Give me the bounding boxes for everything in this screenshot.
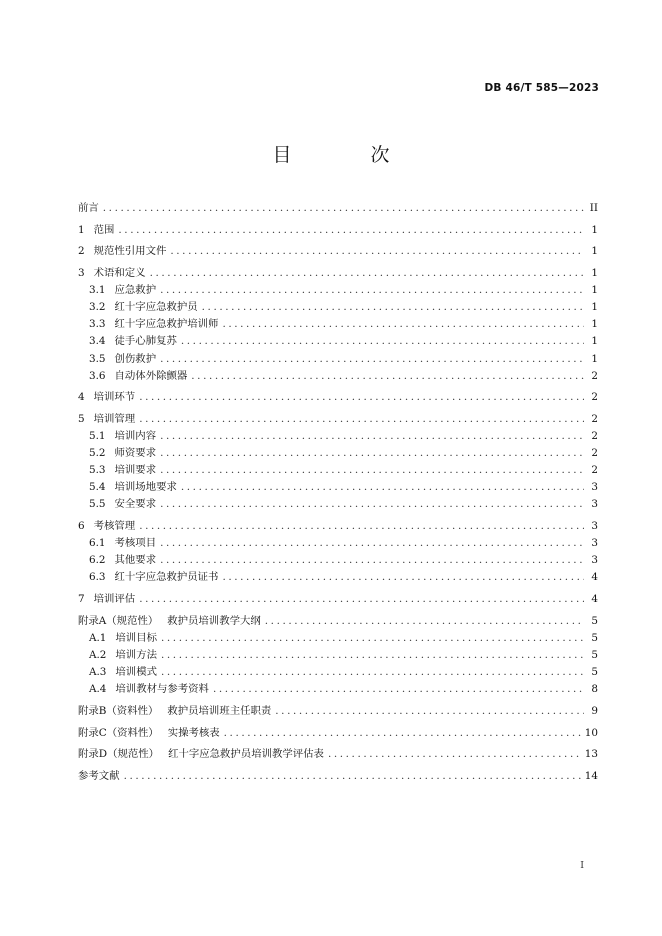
- toc-entry-number: A.4: [89, 683, 107, 696]
- toc-entry-number: 5.5: [89, 498, 106, 511]
- page-title: 目 次: [272, 144, 420, 166]
- toc-entry-label: 师资要求: [114, 447, 157, 460]
- toc-leader-dots: [265, 615, 584, 627]
- toc-entry[interactable]: [78, 663, 598, 680]
- toc-entry[interactable]: [78, 410, 598, 427]
- toc-entry-title: [78, 612, 261, 627]
- toc-leader-dots: [202, 301, 584, 313]
- toc-entry[interactable]: [78, 264, 598, 281]
- toc-entry-number: 3: [78, 267, 85, 280]
- toc-entry-label: 培训方法: [115, 649, 157, 661]
- toc-entry-page: 10: [584, 726, 598, 739]
- toc-entry-title: [78, 767, 120, 782]
- toc-leader-dots: [181, 481, 584, 493]
- toc-entry-title: [89, 350, 156, 365]
- toc-entry-page: 5: [591, 666, 598, 679]
- toc-leader-dots: [139, 593, 584, 605]
- toc-entry-label: 培训教材与参考资料: [115, 683, 209, 696]
- toc-entry-number: 6.3: [89, 571, 106, 584]
- toc-leader-dots: [150, 267, 584, 279]
- toc-entry-page: 3: [591, 537, 598, 550]
- toc-entry-title: [78, 702, 271, 717]
- toc-entry-page: 4: [591, 571, 598, 584]
- toc-entry[interactable]: [78, 517, 598, 534]
- toc-entry-page: 2: [591, 369, 598, 382]
- toc-entry-number: 6: [78, 520, 85, 533]
- toc-entry-label: 培训管理: [93, 413, 136, 425]
- toc-entry-page: 3: [591, 481, 598, 494]
- toc-entry[interactable]: [78, 332, 598, 349]
- page-number: I: [580, 860, 584, 871]
- toc-entry[interactable]: [78, 242, 598, 259]
- toc-entry-label: 红十字应急救护员: [114, 301, 198, 314]
- toc-entry-title: [89, 298, 198, 313]
- toc-entry-title: [78, 745, 324, 760]
- toc-entry-page: 1: [591, 245, 598, 258]
- toc-entry-number: 5.3: [89, 464, 106, 477]
- toc-entry-number: 附录A（规范性）: [78, 614, 159, 627]
- toc-entry-label: 培训内容: [114, 430, 157, 443]
- toc-entry-title: [89, 534, 156, 549]
- toc-leader-dots: [224, 727, 581, 739]
- toc-entry-label: 考核项目: [114, 537, 157, 550]
- toc-entry-page: 3: [591, 498, 598, 511]
- toc-entry-title: [89, 663, 157, 678]
- toc-entry-page: 1: [591, 223, 598, 236]
- toc-entry-page: 1: [591, 301, 598, 314]
- toc-leader-dots: [160, 537, 584, 549]
- toc-entry-label: 红十字应急救护培训师: [114, 318, 219, 331]
- toc-entry-title: [78, 221, 114, 236]
- toc-entry-title: [89, 367, 187, 382]
- toc-entry-number: 附录B（资料性）: [78, 704, 159, 717]
- toc-entry[interactable]: [78, 702, 598, 719]
- toc-entry[interactable]: [78, 534, 598, 551]
- toc-entry-label: 培训场地要求: [114, 481, 177, 494]
- toc-entry-number: 3.3: [89, 318, 106, 331]
- toc-entry-title: [78, 242, 166, 257]
- toc-entry-page: 3: [591, 554, 598, 567]
- toc-entry-page: 2: [591, 447, 598, 460]
- toc-entry[interactable]: [78, 568, 598, 585]
- toc-entry-label: 红十字应急救护员培训教学评估表: [168, 748, 324, 761]
- toc-entry-title: [89, 427, 156, 442]
- toc-entry[interactable]: [78, 612, 598, 629]
- toc-entry-page: 5: [591, 631, 598, 644]
- toc-entry[interactable]: [78, 199, 598, 216]
- toc-entry-number: A.3: [89, 666, 107, 679]
- toc-leader-dots: [222, 571, 584, 583]
- toc-entry-title: [78, 724, 220, 739]
- toc-entry[interactable]: [78, 461, 598, 478]
- toc-entry-page: 13: [584, 748, 598, 761]
- toc-entry-label: 红十字应急救护员证书: [114, 571, 219, 584]
- toc-entry[interactable]: [78, 629, 598, 646]
- toc-entry-number: 5.4: [89, 481, 106, 494]
- toc-entry-label: 培训目标: [115, 631, 157, 644]
- toc-entry-title: [89, 629, 157, 644]
- toc-entry[interactable]: [78, 315, 598, 332]
- toc-entry-number: 附录C（资料性）: [78, 726, 159, 739]
- toc-entry-title: [89, 332, 177, 347]
- toc-entry-page: 2: [591, 464, 598, 477]
- toc-leader-dots: [191, 370, 584, 382]
- toc-entry-number: 4: [78, 391, 85, 404]
- toc-entry-number: 3.1: [89, 284, 106, 297]
- toc-entry[interactable]: [78, 551, 598, 568]
- toc-leader-dots: [160, 284, 584, 296]
- toc-entry-page: 1: [591, 318, 598, 331]
- toc-entry-number: 7: [78, 593, 85, 606]
- toc-entry-title: [89, 680, 209, 695]
- toc-entry[interactable]: [78, 646, 598, 663]
- toc-entry-label: 参考文献: [78, 769, 120, 782]
- toc-entry-label: 培训评估: [93, 593, 136, 606]
- toc-entry-number: A.1: [89, 631, 107, 644]
- toc-leader-dots: [124, 770, 581, 782]
- toc-leader-dots: [160, 430, 584, 442]
- toc-entry[interactable]: [78, 724, 598, 741]
- toc-entry-page: 5: [591, 614, 598, 627]
- toc-entry-title: [89, 315, 218, 330]
- toc-entry-page: 8: [591, 683, 598, 696]
- toc-entry-label: 其他要求: [114, 554, 157, 567]
- toc-entry[interactable]: [78, 495, 598, 512]
- toc-entry-page: 1: [591, 284, 598, 297]
- toc-entry[interactable]: [78, 281, 598, 298]
- toc-entry-label: 规范性引用文件: [93, 245, 167, 258]
- toc-entry-title: [78, 388, 135, 403]
- toc-leader-dots: [139, 391, 584, 403]
- toc-entry[interactable]: [78, 388, 598, 405]
- toc-entry-number: 5.1: [89, 430, 106, 443]
- toc-leader-dots: [275, 705, 584, 717]
- toc-leader-dots: [170, 245, 584, 257]
- toc-leader-dots: [161, 632, 584, 644]
- toc-leader-dots: [160, 353, 584, 365]
- toc-leader-dots: [118, 224, 584, 236]
- toc-entry-number: A.2: [89, 649, 107, 661]
- toc-entry-number: 3.6: [89, 369, 106, 382]
- toc-entry[interactable]: [78, 680, 598, 697]
- toc-entry-label: 范围: [93, 223, 115, 236]
- toc-entry-page: 5: [591, 649, 598, 661]
- toc-entry[interactable]: [78, 221, 598, 238]
- toc-entry-page: II: [589, 202, 598, 214]
- toc-entry-title: [78, 199, 99, 214]
- toc-entry-number: 3.2: [89, 301, 106, 314]
- toc-entry-label: 创伤救护: [114, 352, 157, 365]
- toc-entry-label: 术语和定义: [93, 267, 146, 280]
- toc-leader-dots: [213, 683, 584, 695]
- toc-leader-dots: [222, 318, 584, 330]
- toc-entry[interactable]: [78, 427, 598, 444]
- toc-entry-page: 2: [591, 413, 598, 425]
- toc-entry-title: [89, 461, 156, 476]
- toc-leader-dots: [181, 335, 584, 347]
- toc-entry-label: 救护员培训教学大纲: [167, 614, 261, 627]
- toc-entry-title: [89, 478, 177, 493]
- toc-entry[interactable]: [78, 367, 598, 384]
- toc-entry-label: 徒手心肺复苏: [114, 335, 177, 348]
- toc-entry-label: 应急救护: [114, 284, 157, 297]
- toc-entry-title: [89, 281, 156, 296]
- toc-leader-dots: [160, 447, 584, 459]
- toc-entry-number: 6.2: [89, 554, 106, 567]
- toc-entry-number: 3.4: [89, 335, 106, 348]
- toc-entry-number: 1: [78, 223, 85, 236]
- toc-entry[interactable]: [78, 444, 598, 461]
- toc-leader-dots: [161, 666, 584, 678]
- toc-entry-page: 14: [584, 769, 598, 782]
- toc-entry-number: 5: [78, 413, 85, 425]
- toc-entry-label: 培训要求: [114, 464, 157, 477]
- toc-entry-page: 1: [591, 335, 598, 348]
- toc-entry-label: 自动体外除颤器: [114, 369, 188, 382]
- toc-entry-number: 6.1: [89, 537, 106, 550]
- toc-entry[interactable]: [78, 478, 598, 495]
- toc-entry-title: [89, 444, 156, 459]
- toc-leader-dots: [139, 520, 584, 532]
- toc-entry-page: 4: [591, 593, 598, 606]
- toc-entry-page: 1: [591, 267, 598, 280]
- toc-entry-label: 前言: [78, 202, 99, 214]
- toc-entry-label: 实操考核表: [167, 726, 220, 739]
- toc-entry[interactable]: [78, 350, 598, 367]
- toc-entry-number: 3.5: [89, 352, 106, 365]
- standard-code: DB 46/T 585—2023: [484, 82, 599, 94]
- toc-entry-page: 9: [591, 704, 598, 717]
- toc-entry-title: [78, 410, 135, 425]
- toc-entry-title: [78, 264, 146, 279]
- toc-entry[interactable]: [78, 298, 598, 315]
- toc-leader-dots: [103, 202, 584, 214]
- toc-entry-number: 2: [78, 245, 85, 258]
- toc-entry-label: 培训环节: [93, 391, 136, 404]
- toc-leader-dots: [139, 413, 584, 425]
- toc-leader-dots: [328, 748, 581, 760]
- toc-entry-title: [78, 590, 135, 605]
- toc-leader-dots: [160, 464, 584, 476]
- toc-entry[interactable]: [78, 745, 598, 762]
- toc-entry-label: 安全要求: [114, 498, 157, 511]
- toc-entry-page: 2: [591, 391, 598, 404]
- toc-entry-label: 考核管理: [93, 520, 136, 533]
- toc-entry-page: 1: [591, 352, 598, 365]
- toc-entry-title: [89, 568, 218, 583]
- toc-entry-title: [89, 495, 156, 510]
- table-of-contents: [78, 199, 598, 784]
- toc-entry-label: 培训模式: [115, 666, 157, 679]
- toc-entry-number: 5.2: [89, 447, 106, 460]
- toc-entry-page: 3: [591, 520, 598, 533]
- toc-leader-dots: [161, 649, 584, 661]
- toc-entry-title: [89, 646, 157, 661]
- toc-leader-dots: [160, 554, 584, 566]
- toc-entry-page: 2: [591, 430, 598, 443]
- toc-entry[interactable]: [78, 590, 598, 607]
- toc-entry-title: [89, 551, 156, 566]
- toc-entry-label: 救护员培训班主任职责: [167, 704, 272, 717]
- toc-entry[interactable]: [78, 767, 598, 784]
- toc-entry-number: 附录D（规范性）: [78, 748, 160, 761]
- toc-entry-title: [78, 517, 135, 532]
- toc-leader-dots: [160, 498, 584, 510]
